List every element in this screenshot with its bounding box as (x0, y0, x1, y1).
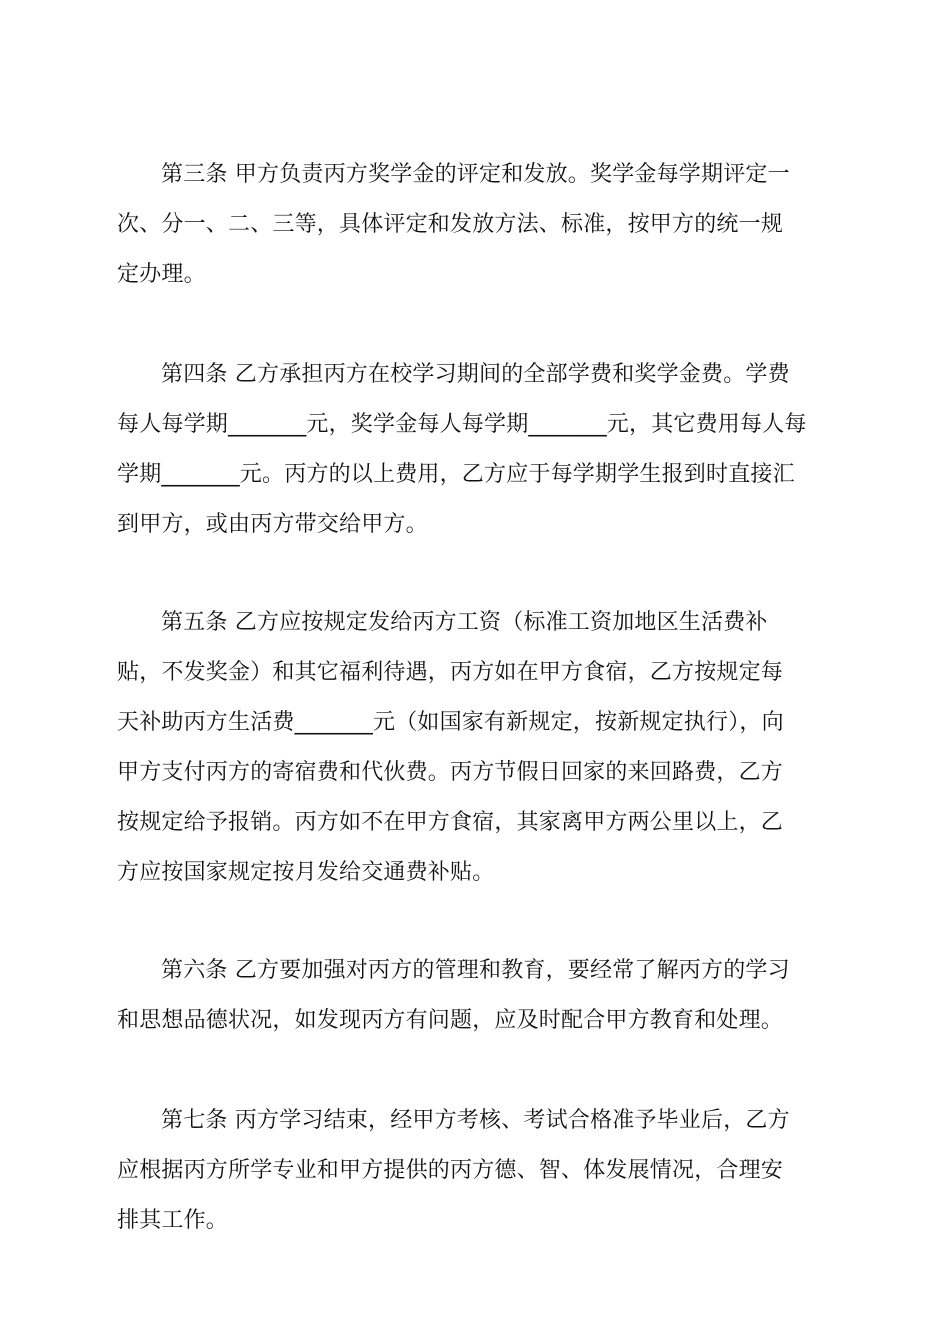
paragraph-line: 第五条 乙方应按规定发给丙方工资（标准工资加地区生活费补 (161, 610, 768, 635)
paragraph-line: 按规定给予报销。丙方如不在甲方食宿，其家离甲方两公里以上，乙 (117, 810, 784, 835)
paragraph-line: 到甲方，或由丙方带交给甲方。 (117, 512, 428, 537)
paragraph-line: 第七条 丙方学习结束，经甲方考核、考试合格准予毕业后，乙方 (161, 1108, 790, 1133)
paragraph-line: 贴，不发奖金）和其它福利待遇，丙方如在甲方食宿，乙方按规定每 (117, 660, 784, 685)
paragraph-line: 和思想品德状况，如发现丙方有问题，应及时配合甲方教育和处理。 (117, 1008, 784, 1033)
paragraph-line: 应根据丙方所学专业和甲方提供的丙方德、智、体发展情况，合理安 (117, 1158, 784, 1183)
article-7-paragraph (117, 1096, 817, 1246)
article-4-paragraph (117, 350, 817, 550)
paragraph-line: 第三条 甲方负责丙方奖学金的评定和发放。奖学金每学期评定一 (161, 162, 790, 187)
paragraph-line: 方应按国家规定按月发给交通费补贴。 (117, 860, 495, 885)
paragraph-line: 次、分一、二、三等，具体评定和发放方法、标准，按甲方的统一规 (117, 212, 784, 237)
article-5-paragraph (117, 598, 817, 898)
paragraph-line: 排其工作。 (117, 1208, 229, 1233)
paragraph-line: 甲方支付丙方的寄宿费和代伙费。丙方节假日回家的来回路费，乙方 (117, 760, 784, 785)
paragraph-line: 定办理。 (117, 262, 206, 287)
paragraph-line: 第六条 乙方要加强对丙方的管理和教育，要经常了解丙方的学习 (161, 958, 790, 983)
article-3-paragraph (117, 150, 817, 300)
paragraph-line: 每人每学期_______元，奖学金每人每学期_______元，其它费用每人每 (117, 412, 807, 437)
paragraph-line: 天补助丙方生活费_______元（如国家有新规定，按新规定执行），向 (117, 710, 784, 735)
article-6-paragraph (117, 946, 817, 1046)
paragraph-line: 学期_______元。丙方的以上费用，乙方应于每学期学生报到时直接汇 (117, 462, 795, 487)
paragraph-line: 第四条 乙方承担丙方在校学习期间的全部学费和奖学金费。学费 (161, 362, 790, 387)
